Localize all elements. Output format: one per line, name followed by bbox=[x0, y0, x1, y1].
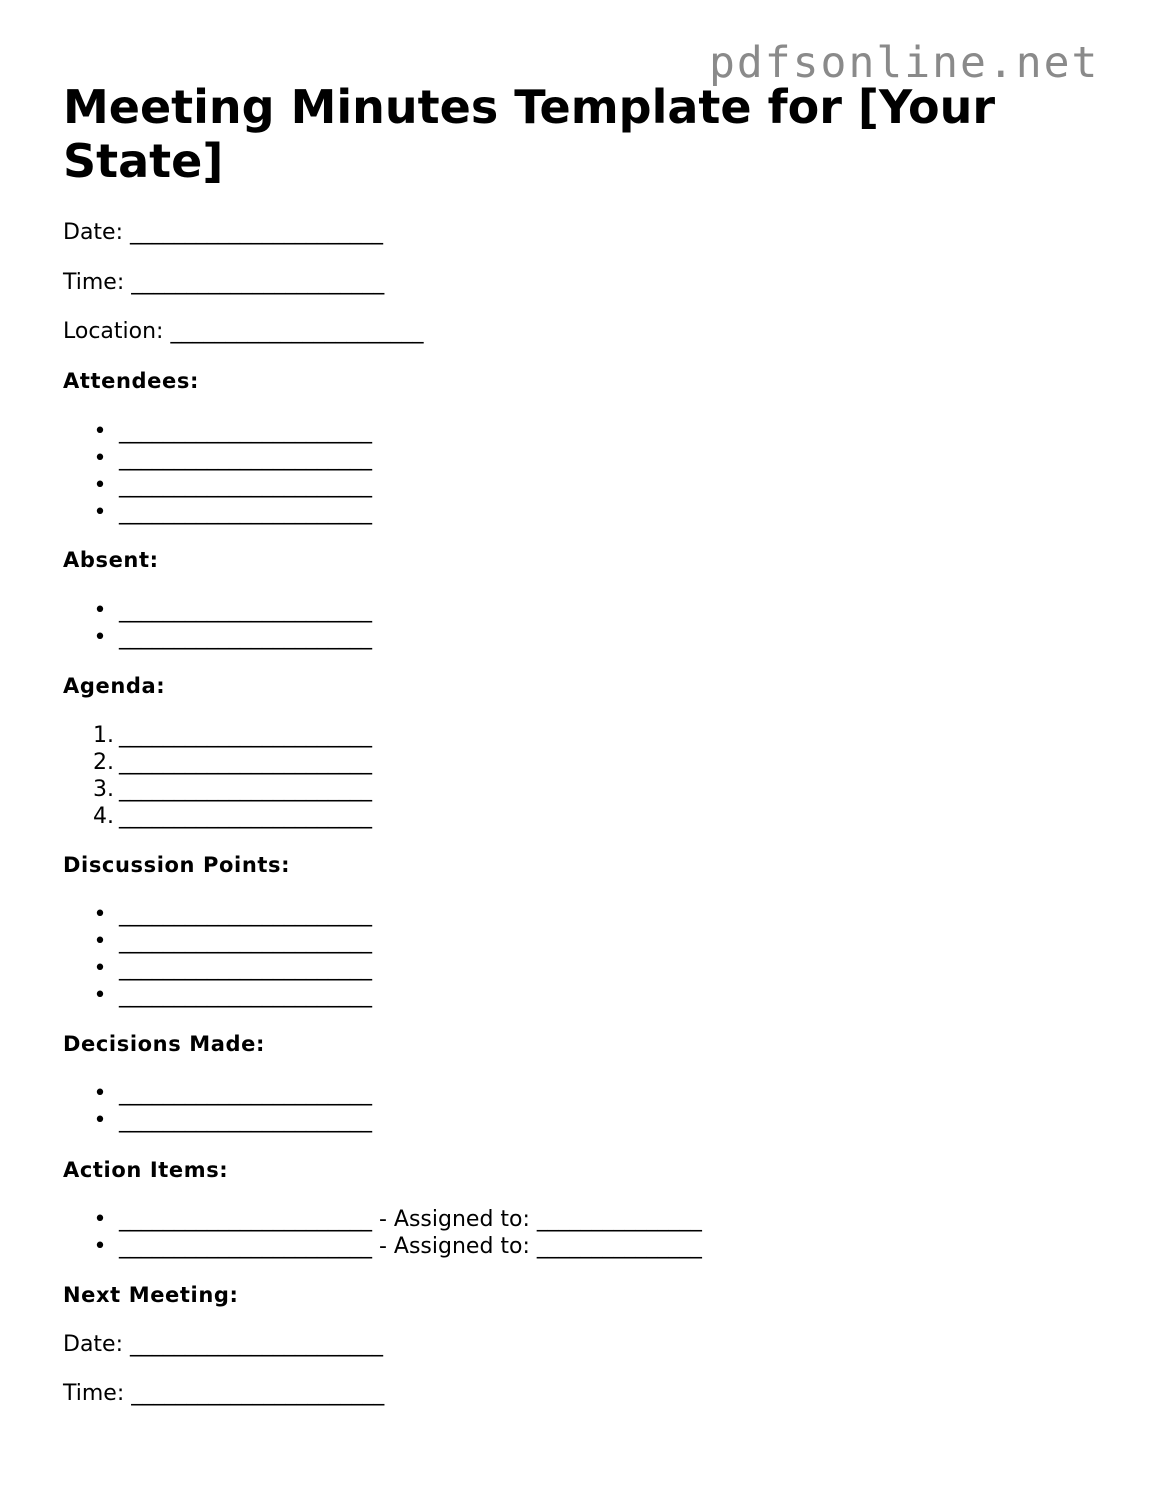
bullet-icon: • bbox=[93, 1234, 107, 1259]
bullet-icon: • bbox=[93, 419, 107, 444]
bullet-icon: • bbox=[93, 598, 107, 623]
bullet-icon: • bbox=[93, 902, 107, 927]
agenda-number: 2. bbox=[93, 750, 114, 775]
agenda-number: 1. bbox=[93, 723, 114, 748]
watermark: pdfsonline.net bbox=[709, 38, 1100, 88]
agenda-heading: Agenda: bbox=[63, 674, 166, 698]
bullet-icon: • bbox=[93, 473, 107, 498]
meeting-time-field[interactable]: Time: _______________________ bbox=[63, 270, 385, 295]
bullet-icon: • bbox=[93, 929, 107, 954]
decisions-heading: Decisions Made: bbox=[63, 1032, 265, 1056]
next-meeting-time-field[interactable]: Time: _______________________ bbox=[63, 1381, 385, 1406]
agenda-number: 4. bbox=[93, 804, 114, 829]
bullet-icon: • bbox=[93, 500, 107, 525]
agenda-number: 3. bbox=[93, 777, 114, 802]
bullet-icon: • bbox=[93, 625, 107, 650]
next-meeting-date-field[interactable]: Date: _______________________ bbox=[63, 1332, 383, 1357]
bullet-icon: • bbox=[93, 446, 107, 471]
bullet-icon: • bbox=[93, 956, 107, 981]
absent-heading: Absent: bbox=[63, 548, 159, 572]
meeting-date-field[interactable]: Date: _______________________ bbox=[63, 220, 383, 245]
action-items-heading: Action Items: bbox=[63, 1158, 229, 1182]
bullet-icon: • bbox=[93, 983, 107, 1008]
meeting-location-field[interactable]: Location: _______________________ bbox=[63, 319, 424, 344]
attendees-heading: Attendees: bbox=[63, 369, 199, 393]
bullet-icon: • bbox=[93, 1207, 107, 1232]
page-title: Meeting Minutes Template for [Your State] bbox=[63, 80, 996, 188]
bullet-icon: • bbox=[93, 1081, 107, 1106]
discussion-heading: Discussion Points: bbox=[63, 853, 291, 877]
next-meeting-heading: Next Meeting: bbox=[63, 1283, 239, 1307]
bullet-icon: • bbox=[93, 1108, 107, 1133]
